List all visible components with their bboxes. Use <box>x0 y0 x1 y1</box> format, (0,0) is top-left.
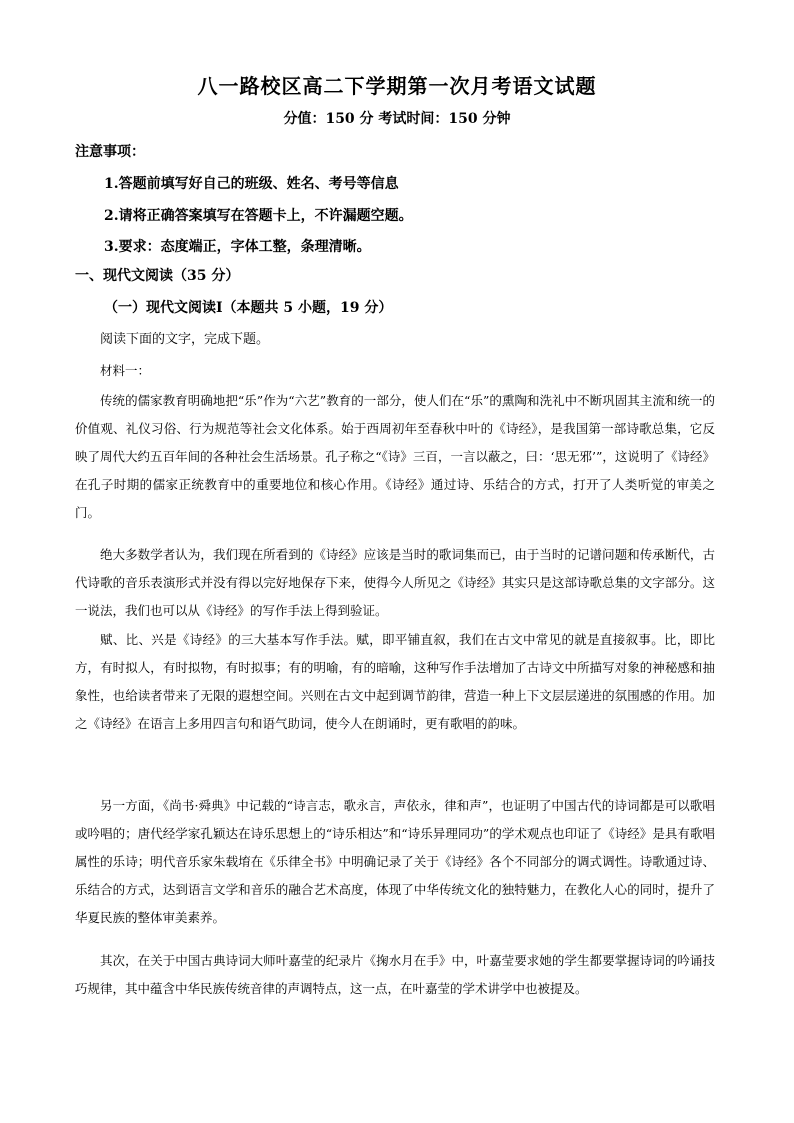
paragraph-2: 绝大多数学者认为，我们现在所看到的《诗经》应该是当时的歌词集而已，由于当时的记谱问题和传承断代，古代诗歌的音乐表演形式并没有得以完好地保存下来，使得今人所见之《诗经》其实只是这部诗歌总集的文字部分。这一说法，我们也可以从《诗经》的写作手法上得到验证。 <box>75 547 715 618</box>
score-time-line: 分值：150 分 考试时间：150 分钟 <box>283 111 511 127</box>
notice-item-2: 2.请将正确答案填写在答题卡上，不许漏题空题。 <box>104 208 413 224</box>
notice-heading: 注意事项： <box>75 144 145 160</box>
paragraph-5: 其次，在关于中国古典诗词大师叶嘉莹的纪录片《掬水月在手》中，叶嘉莹要求她的学生都要掌握诗词的吟诵技巧规律，其中蕴含中华民族传统音律的声调特点，这一点，在叶嘉莹的学术讲学中也被提及。 <box>75 953 715 996</box>
notice-item-3: 3.要求：态度端正，字体工整，条理清晰。 <box>104 239 371 255</box>
reading-instruction: 阅读下面的文字，完成下题。 <box>100 332 270 347</box>
notice-item-1: 1.答题前填写好自己的班级、姓名、考号等信息 <box>104 176 399 192</box>
subsection-heading: （一）现代文阅读Ⅰ（本题共 5 小题，19 分） <box>104 300 393 316</box>
material-label: 材料一： <box>100 363 151 378</box>
paragraph-3: 赋、比、兴是《诗经》的三大基本写作手法。赋，即平铺直叙，我们在古文中常见的就是直接叙事。比，即比方，有时拟人，有时拟物，有时拟事；有的明喻，有的暗喻，这种写作手法增加了古诗文中所描写对象的神秘感和抽象性，也给读者带来了无限的遐想空间。兴则在古文中起到调节韵律，营造一种上下文层层递进的氛围感的作用。加之《诗经》在语言上多用四言句和语气助词，使今人在朗诵时，更有歌唱的韵味。 <box>75 632 715 731</box>
paragraph-4: 另一方面，《尚书·舜典》中记载的“诗言志，歌永言，声依永，律和声”，也证明了中国古代的诗词都是可以歌唱或吟唱的；唐代经学家孔颖达在诗乐思想上的“诗乐相达”和“诗乐异理同功”的学术观点也印证了《诗经》是具有歌唱属性的乐诗；明代音乐家朱载堉在《乐律全书》中明确记录了关于《诗经》各个不同部分的调式调性。诗歌通过诗、乐结合的方式，达到语言文学和音乐的融合艺术高度，体现了中华传统文化的独特魅力，在教化人心的同时，提升了华夏民族的整体审美素养。 <box>75 798 715 925</box>
page-title: 八一路校区高二下学期第一次月考语文试题 <box>197 74 597 98</box>
paragraph-1: 传统的儒家教育明确地把“乐”作为“六艺”教育的一部分，使人们在“乐”的熏陶和洗礼中不断巩固其主流和统一的价值观、礼仪习俗、行为规范等社会文化体系。始于西周初年至春秋中叶的《诗经》，是我国第一部诗歌总集，它反映了周代大约五百年间的各种社会生活场景。孔子称之“《诗》三百，一言以蔽之，曰：‘思无邪’”，这说明了《诗经》在孔子时期的儒家正统教育中的重要地位和核心作用。《诗经》通过诗、乐结合的方式，打开了人类听觉的审美之门。 <box>75 393 715 520</box>
section-heading: 一、现代文阅读（35 分） <box>75 268 240 284</box>
